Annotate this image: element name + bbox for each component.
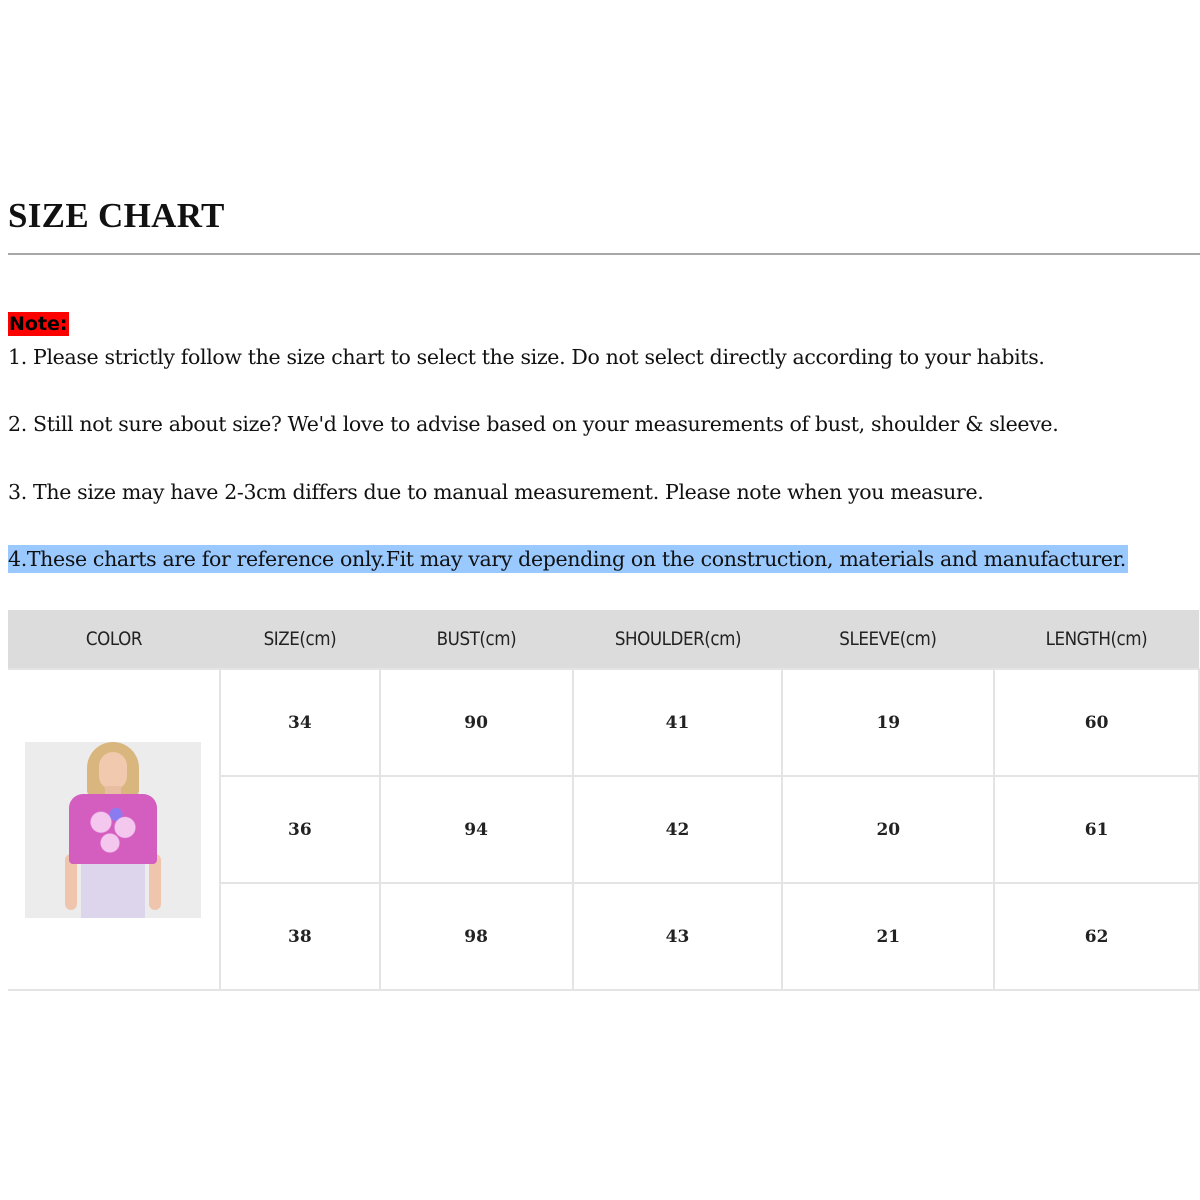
table-row xyxy=(8,669,1199,776)
cell-sleeve: 21 xyxy=(782,883,994,990)
cell-size: 38 xyxy=(220,883,380,990)
note-item-1: 1. Please strictly follow the size chart to select the size. Do not select directly according to your habits. xyxy=(8,345,1045,369)
cell-bust: 90 xyxy=(380,669,573,776)
color-cell xyxy=(8,669,220,990)
cell-shoulder: 42 xyxy=(573,776,783,883)
cell-shoulder: 41 xyxy=(573,669,783,776)
cell-bust: 94 xyxy=(380,776,573,883)
header-bust: BUST(cm) xyxy=(391,610,561,669)
cell-length: 61 xyxy=(994,776,1199,883)
table-header-row xyxy=(8,610,1199,669)
cell-size: 36 xyxy=(220,776,380,883)
header-size: SIZE(cm) xyxy=(230,610,371,669)
cell-length: 62 xyxy=(994,883,1199,990)
header-shoulder: SHOULDER(cm) xyxy=(585,610,770,669)
header-color: COLOR xyxy=(21,610,207,669)
cell-sleeve: 19 xyxy=(782,669,994,776)
cell-sleeve: 20 xyxy=(782,776,994,883)
cell-shoulder: 43 xyxy=(573,883,783,990)
cell-bust: 98 xyxy=(380,883,573,990)
header-length: LENGTH(cm) xyxy=(1006,610,1186,669)
header-sleeve: SLEEVE(cm) xyxy=(795,610,981,669)
title-divider xyxy=(8,253,1200,255)
note-label: Note: xyxy=(9,313,68,335)
page-title: SIZE CHART xyxy=(8,196,225,235)
product-photo xyxy=(25,742,201,918)
note-item-4-selected[interactable]: 4.These charts are for reference only.Fit may vary depending on the construction, materials and manufacturer. xyxy=(8,547,1126,571)
size-chart-table xyxy=(8,610,1200,991)
note-item-2: 2. Still not sure about size? We'd love to advise based on your measurements of bust, shoulder & sleeve. xyxy=(8,412,1059,436)
cell-size: 34 xyxy=(220,669,380,776)
note-item-3: 3. The size may have 2-3cm differs due to manual measurement. Please note when you measure. xyxy=(8,480,984,504)
cell-length: 60 xyxy=(994,669,1199,776)
